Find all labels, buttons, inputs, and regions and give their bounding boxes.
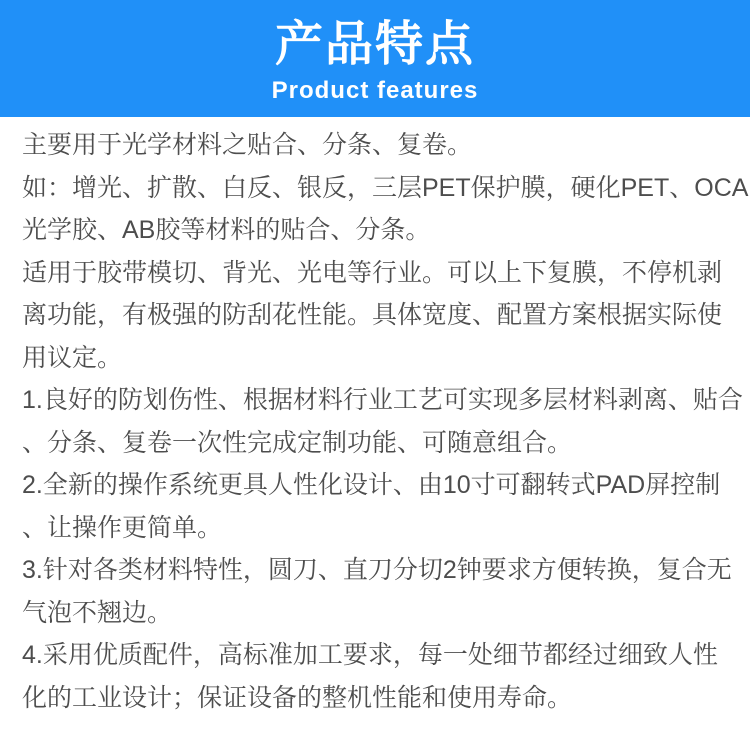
text-line: 适用于胶带模切、背光、光电等行业。可以上下复膜，不停机剥 [22, 258, 723, 287]
paragraph-materials [22, 167, 749, 252]
page-subtitle: Product features [271, 76, 479, 104]
feature-item-2 [22, 464, 742, 549]
text-line: 主要用于光学材料之贴合、分条、复卷。 [22, 131, 473, 159]
text-line: 3.针对各类材料特性，圆刀、直刀分切2钟要求方便转换，复合无 [22, 556, 732, 584]
feature-item-4 [22, 634, 742, 719]
paragraph-industries [22, 252, 742, 380]
text-line: 用议定。 [22, 343, 123, 372]
text-line: 4.采用优质配件，高标准加工要求，每一处细节都经过细致人性 [22, 641, 718, 669]
feature-description [0, 117, 750, 719]
feature-item-3 [22, 549, 742, 634]
text-line: 光学胶、AB胶等材料的贴合、分条。 [22, 216, 431, 244]
page-title: 产品特点 [274, 17, 475, 71]
text-line: 2.全新的操作系统更具人性化设计、由10寸可翻转式PAD屏控制 [22, 471, 721, 499]
feature-item-1 [22, 379, 742, 464]
text-line: 化的工业设计；保证设备的整机性能和使用寿命。 [22, 683, 573, 712]
text-line: 离功能，有极强的防刮花性能。具体宽度、配置方案根据实际使 [22, 301, 723, 329]
text-line: 1.良好的防划伤性、根据材料行业工艺可实现多层材料剥离、贴合 [22, 386, 743, 414]
text-line: 气泡不翘边。 [22, 598, 173, 627]
header-banner [0, 0, 750, 117]
text-line: 、让操作更简单。 [22, 513, 223, 542]
paragraph-usage [22, 124, 742, 167]
text-line: 如：增光、扩散、白反、银反，三层PET保护膜，硬化PET、OCA [22, 173, 749, 202]
text-line: 、分条、复卷一次性完成定制功能、可随意组合。 [22, 428, 573, 457]
